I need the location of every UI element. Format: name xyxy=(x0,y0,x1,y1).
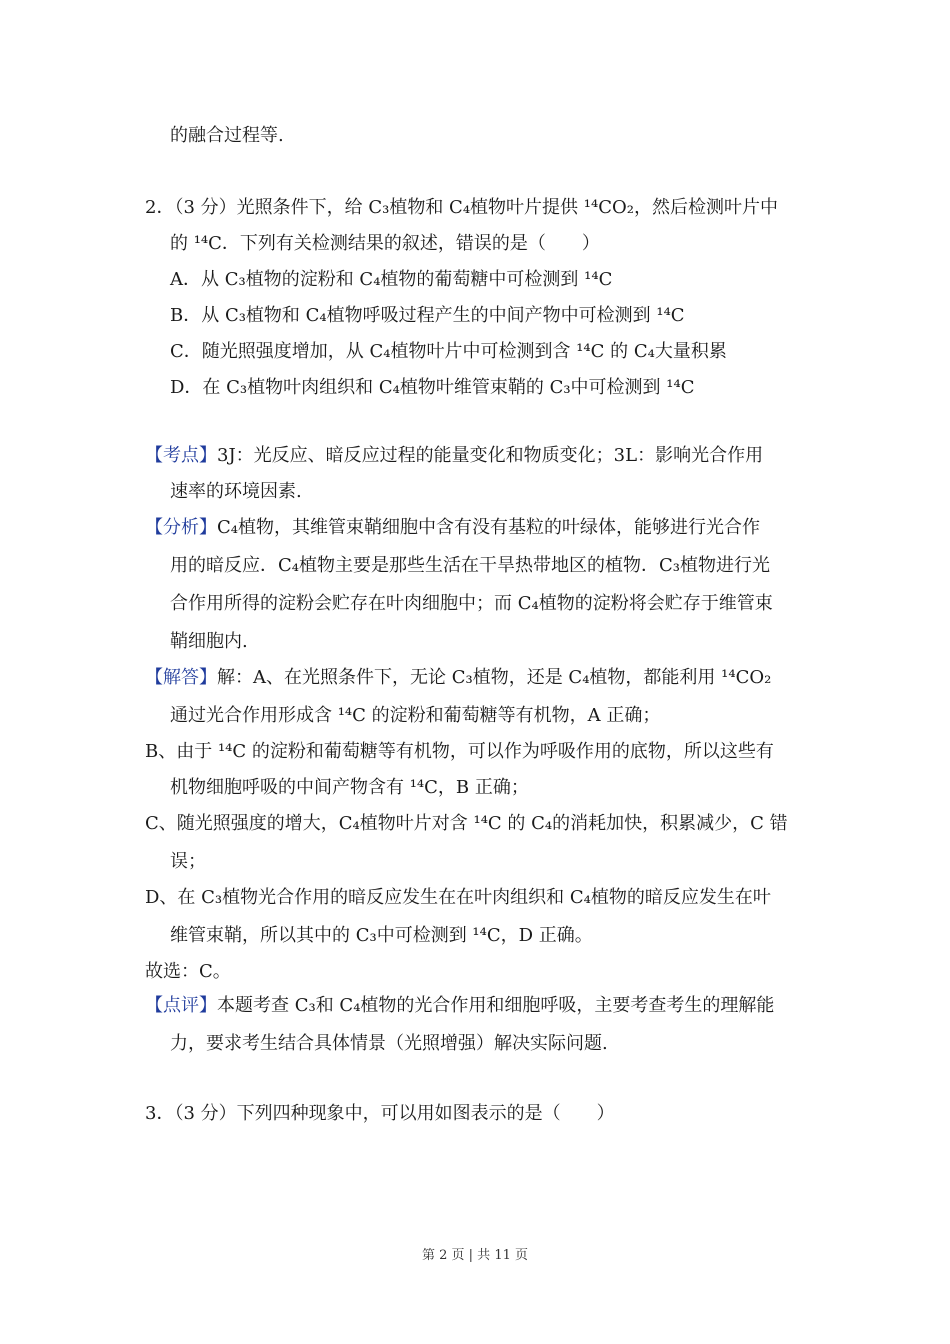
fenxi-line-1 xyxy=(145,516,760,540)
jieda-tag: 【解答】 xyxy=(145,667,217,688)
fenxi-tag: 【分析】 xyxy=(145,517,217,538)
fenxi-text-1: C₄植物，其维管束鞘细胞中含有没有基粒的叶绿体，能够进行光合作 xyxy=(217,517,760,538)
q2-option-c: C．随光照强度增加，从 C₄植物叶片中可检测到含 ¹⁴C 的 C₄大量积累 xyxy=(170,341,727,362)
dianping-line-2: 力，要求考生结合具体情景（光照增强）解决实际问题. xyxy=(170,1033,608,1054)
kaodian-tag: 【考点】 xyxy=(145,445,217,466)
q2-option-d: D．在 C₃植物叶肉组织和 C₄植物叶维管束鞘的 C₃中可检测到 ¹⁴C xyxy=(170,377,695,398)
fenxi-line-2: 用的暗反应．C₄植物主要是那些生活在干旱热带地区的植物．C₃植物进行光 xyxy=(170,555,770,576)
dianping-tag: 【点评】 xyxy=(145,995,217,1016)
q2-option-a: A．从 C₃植物的淀粉和 C₄植物的葡萄糖中可检测到 ¹⁴C xyxy=(170,269,613,290)
answer-b-line-1: B、由于 ¹⁴C 的淀粉和葡萄糖等有机物，可以作为呼吸作用的底物，所以这些有 xyxy=(145,741,774,762)
kaodian-text-1: 3J：光反应、暗反应过程的能量变化和物质变化；3L：影响光合作用 xyxy=(217,445,764,466)
answer-b-line-2: 机物细胞呼吸的中间产物含有 ¹⁴C，B 正确； xyxy=(170,777,529,798)
final-answer: 故选：C。 xyxy=(145,961,231,982)
jieda-line-2: 通过光合作用形成含 ¹⁴C 的淀粉和葡萄糖等有机物，A 正确； xyxy=(170,705,661,726)
fenxi-line-3: 合作用所得的淀粉会贮存在叶肉细胞中；而 C₄植物的淀粉将会贮存于维管束 xyxy=(170,593,773,614)
jieda-text-1: 解：A、在光照条件下，无论 C₃植物，还是 C₄植物，都能利用 ¹⁴CO₂ xyxy=(217,667,772,688)
q2-option-b: B．从 C₃植物和 C₄植物呼吸过程产生的中间产物中可检测到 ¹⁴C xyxy=(170,305,685,326)
q2-stem-line-2: 的 ¹⁴C．下列有关检测结果的叙述，错误的是（ ） xyxy=(170,233,600,254)
answer-d-line-1: D、在 C₃植物光合作用的暗反应发生在在叶肉组织和 C₄植物的暗反应发生在叶 xyxy=(145,887,771,908)
answer-c-line-2: 误； xyxy=(170,851,206,872)
dianping-text-1: 本题考查 C₃和 C₄植物的光合作用和细胞呼吸，主要考查考生的理解能 xyxy=(217,995,775,1016)
answer-c-line-1: C、随光照强度的增大，C₄植物叶片对含 ¹⁴C 的 C₄的消耗加快，积累减少，C 错 xyxy=(145,813,788,834)
intro-continuation: 的融合过程等. xyxy=(170,125,284,146)
dianping-line-1 xyxy=(145,994,774,1018)
fenxi-line-4: 鞘细胞内. xyxy=(170,631,248,652)
jieda-line-1 xyxy=(145,666,771,690)
page-footer: 第 2 页 | 共 11 页 xyxy=(422,1248,528,1263)
q3-stem: 3．（3 分）下列四种现象中，可以用如图表示的是（ ） xyxy=(145,1103,615,1124)
answer-d-line-2: 维管束鞘，所以其中的 C₃中可检测到 ¹⁴C，D 正确。 xyxy=(170,925,593,946)
q2-stem-line-1: 2．（3 分）光照条件下，给 C₃植物和 C₄植物叶片提供 ¹⁴CO₂，然后检测叶片中 xyxy=(145,197,778,218)
kaodian-line-2: 速率的环境因素. xyxy=(170,481,302,502)
kaodian-line-1 xyxy=(145,444,763,468)
